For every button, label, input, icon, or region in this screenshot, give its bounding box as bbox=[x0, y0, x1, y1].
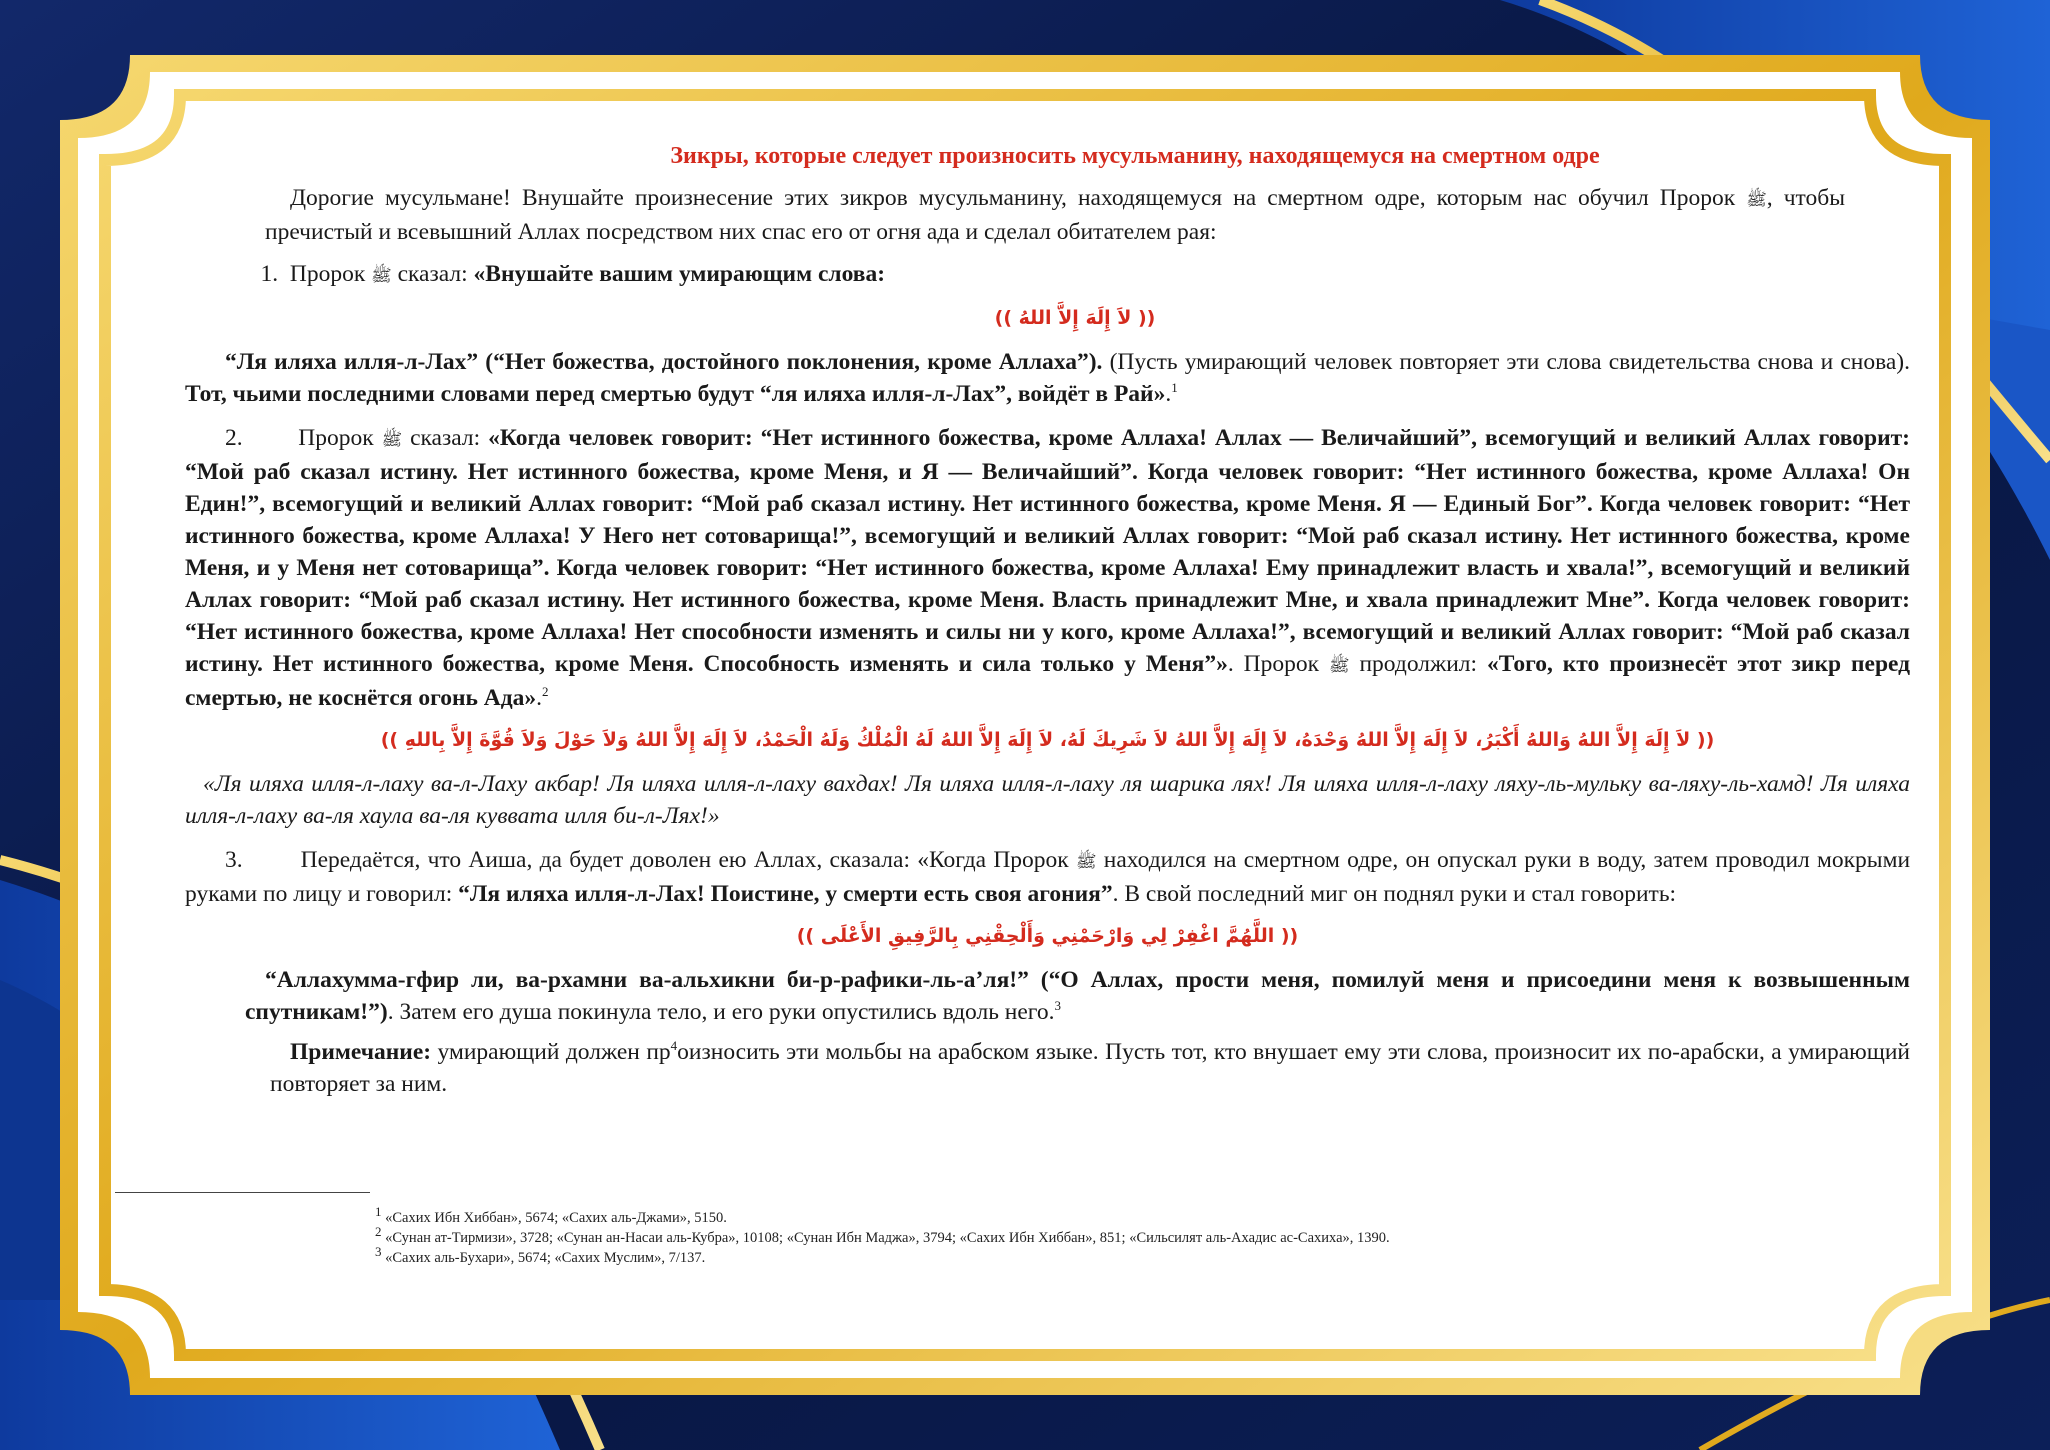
item2-quote: «Когда человек говорит: “Нет истинного божества, кроме Аллаха! Аллах — Величайший”, всемогущий и великий Аллах говорит: “Мой раб сказал истину. Нет истинного божества, кроме Меня, и Я — Величайший”. Когда человек говорит: “Нет истинного божества, кроме Аллаха! Он Един!”, всемогущий и великий Аллах говорит: “Мой раб сказал истину. Нет истинного божества, кроме Меня. Я — Единый Бог”. Когда человек говорит: “Нет истинного божества, кроме Аллаха! У Него нет сотоварища!”, всемогущий и великий Аллах говорит: “Мой раб сказал истину. Нет истинного божества, кроме Меня, и у Меня нет сотоварища”. Когда человек говорит: “Нет истинного божества, кроме Аллаха! Ему принадлежит власть и хвала!”, всемогущий и великий Аллах говорит: “Мой раб сказал истину. Нет истинного божества, кроме Меня. Власть принадлежит Мне, и хвала принадлежит Мне”. Когда человек говорит: “Нет истинного божества, кроме Аллаха! Нет способности изменять и силы ни у кого, кроме Аллаха!”, всемогущий и великий Аллах говорит: “Мой раб сказал истину. Нет истинного божества, кроме Меня. Способность изменять и сила только у Меня”» bbox=[185, 425, 1911, 677]
note-label: Примечание: bbox=[290, 1039, 432, 1065]
hadith-item-1 bbox=[190, 258, 1910, 292]
item1-end-quote: Тот, чьими последними словами перед смертью будут “ля иляха илля-л-Лах”, войдёт в Рай» bbox=[185, 381, 1166, 407]
footnote-ref-2: 2 bbox=[542, 684, 549, 700]
hadith-item-2 bbox=[185, 422, 1910, 714]
footnote-2 bbox=[375, 1224, 1775, 1248]
item2-said: сказал: bbox=[402, 425, 489, 451]
footnote-number: 2 bbox=[375, 1224, 382, 1240]
page-title: Зикры, которые следует произносить мусульманину, находящемуся на смертном одре bbox=[670, 143, 1600, 169]
hadith-item-3 bbox=[185, 844, 1910, 910]
item2-continue-said: продолжил: bbox=[1349, 651, 1487, 677]
note-text-a: умирающий должен пр bbox=[431, 1039, 671, 1065]
footnote-separator bbox=[115, 1192, 370, 1193]
footnotes bbox=[375, 1204, 1775, 1268]
footnote-text: «Сахих Ибн Хиббан», 5674; «Сахих аль-Джами», 5150. bbox=[381, 1210, 727, 1226]
item1-translit-paragraph bbox=[185, 346, 1910, 410]
intro-text-2: , чтобы пречистый и всевышний Аллах посредством них спас его от огня ада и сделал обитателем рая: bbox=[265, 185, 1846, 245]
seal-glyph: ﷺ bbox=[371, 266, 392, 285]
item1-said: сказал: bbox=[391, 261, 474, 287]
stray-superscript: 4 bbox=[670, 1038, 678, 1054]
seal-glyph: ﷺ bbox=[1328, 656, 1350, 675]
item-number-3: 3. bbox=[225, 847, 243, 873]
note-text-b: оизносить эти мольбы на арабском языке. Пусть тот, кто внушает ему эти слова, произносит их по-арабски, а умирающий повторяет за ним. bbox=[270, 1039, 1910, 1097]
footnote-text: «Сунан ат-Тирмизи», 3728; «Сунан ан-Насаи аль-Кубра», 10108; «Сунан Ибн Маджа», 3794; «Сахих Ибн Хиббан», 851; «Сильсилят аль-Ахадис ас-Сахиха», 1390. bbox=[381, 1230, 1390, 1246]
footnote-text: «Сахих аль-Бухари», 5674; «Сахих Муслим», 7/137. bbox=[381, 1250, 706, 1266]
seal-glyph: ﷺ bbox=[1075, 852, 1097, 871]
item1-translit: “Ля иляха илля-л-Лах” (“Нет божества, достойного поклонения, кроме Аллаха”). bbox=[225, 349, 1103, 375]
arabic-dua-3: (( اللَّهُمَّ اغْفِرْ لِي وَارْحَمْنِي وَأَلْحِقْنِي بِالرَّفِيقِ الأَعْلَى )) bbox=[796, 925, 1299, 947]
footnote-ref-3: 3 bbox=[1054, 998, 1061, 1014]
item2-continue-prefix: . Пророк bbox=[1227, 651, 1320, 677]
item1-end-dot: . bbox=[1165, 381, 1172, 407]
footnote-number: 1 bbox=[375, 1204, 382, 1220]
seal-glyph: ﷺ bbox=[381, 430, 403, 449]
footnote-1 bbox=[375, 1204, 1775, 1228]
intro-paragraph bbox=[240, 182, 1910, 248]
item2-end-quote: «Того, кто произнесёт этот зикр перед смертью, не коснётся огонь Ада» bbox=[185, 651, 1911, 711]
intro-text-1: Дорогие мусульмане! Внушайте произнесение этих зикров мусульманину, находящемуся на смертном одре, которым нас обучил Пророк bbox=[290, 185, 1736, 211]
item2-prefix: Пророк bbox=[298, 425, 374, 451]
item3-text-1: Передаётся, что Аиша, да будет доволен ею Аллах, сказала: «Когда Пророк bbox=[300, 847, 1069, 873]
item1-prefix: Пророк bbox=[289, 261, 366, 287]
arabic-dhikr-2: (( لاَ إِلَهَ إِلاَّ اللهُ وَاللهُ أَكْبَرُ، لاَ إِلَهَ إِلاَّ اللهُ وَحْدَهُ، لاَ إِلَهَ إِلاَّ اللهُ لاَ شَرِيكَ لَهُ، لاَ إِلَهَ إِلاَّ اللهُ لَهُ الْمُلْكُ وَلَهُ الْحَمْدُ، لاَ إِلَهَ إِلاَّ اللهُ وَلاَ حَوْلَ وَلاَ قُوَّةَ إِلاَّ بِاللهِ )) bbox=[380, 729, 1715, 751]
item1-quote-start: «Внушайте вашим умирающим слова: bbox=[473, 261, 886, 287]
item3-quote: “Ля иляха илля-л-Лах! Поистине, у смерти есть своя агония” bbox=[458, 881, 1113, 907]
footnote-ref-1: 1 bbox=[1171, 380, 1178, 396]
item2-translit-text: «Ля иляха илля-л-лаху ва-л-Лаху акбар! Ля иляха илля-л-лаху вахдах! Ля иляха илля-л-лаху ля шарика лях! Ля иляха илля-л-лаху ляху-ль-мульку ва-ляху-ль-хамд! Ля иляха илля-л-лаху ва-ля хаула ва-ля куввата илля би-л-Лях!» bbox=[185, 771, 1910, 829]
item3-end: . Затем его душа покинула тело, и его руки опустились вдоль него. bbox=[387, 999, 1055, 1025]
item3-text-3: . В свой последний миг он поднял руки и стал говорить: bbox=[1112, 881, 1677, 907]
footnote-number: 3 bbox=[375, 1244, 382, 1260]
item3-text-2: находился на смертном одре, он опускал руки в воду, затем проводил мокрыми руками по лицу и говорил: bbox=[185, 847, 1911, 907]
note-paragraph bbox=[185, 1036, 1910, 1100]
item3-translit bbox=[185, 964, 1910, 1028]
item1-middle: (Пусть умирающий человек повторяет эти слова свидетельства снова и снова). bbox=[1102, 349, 1910, 375]
footnote-3 bbox=[375, 1244, 1775, 1268]
item2-end-dot: . bbox=[536, 685, 543, 711]
arabic-dhikr-1: (( لاَ إِلَهَ إِلاَّ اللهُ )) bbox=[994, 307, 1156, 329]
item2-translit bbox=[185, 768, 1910, 832]
item3-translit-text: “Аллахумма-гфир ли, ва-рхамни ва-альхикни би-р-рафики-ль-а’ля!” (“О Аллах, прости меня, помилуй меня и присоедини меня к возвышенным спутникам!”) bbox=[245, 967, 1910, 1025]
item-number-2: 2. bbox=[225, 425, 243, 451]
item-number-1: 1. bbox=[260, 261, 279, 287]
seal-glyph: ﷺ bbox=[1746, 190, 1767, 209]
document-page bbox=[185, 140, 1911, 1300]
